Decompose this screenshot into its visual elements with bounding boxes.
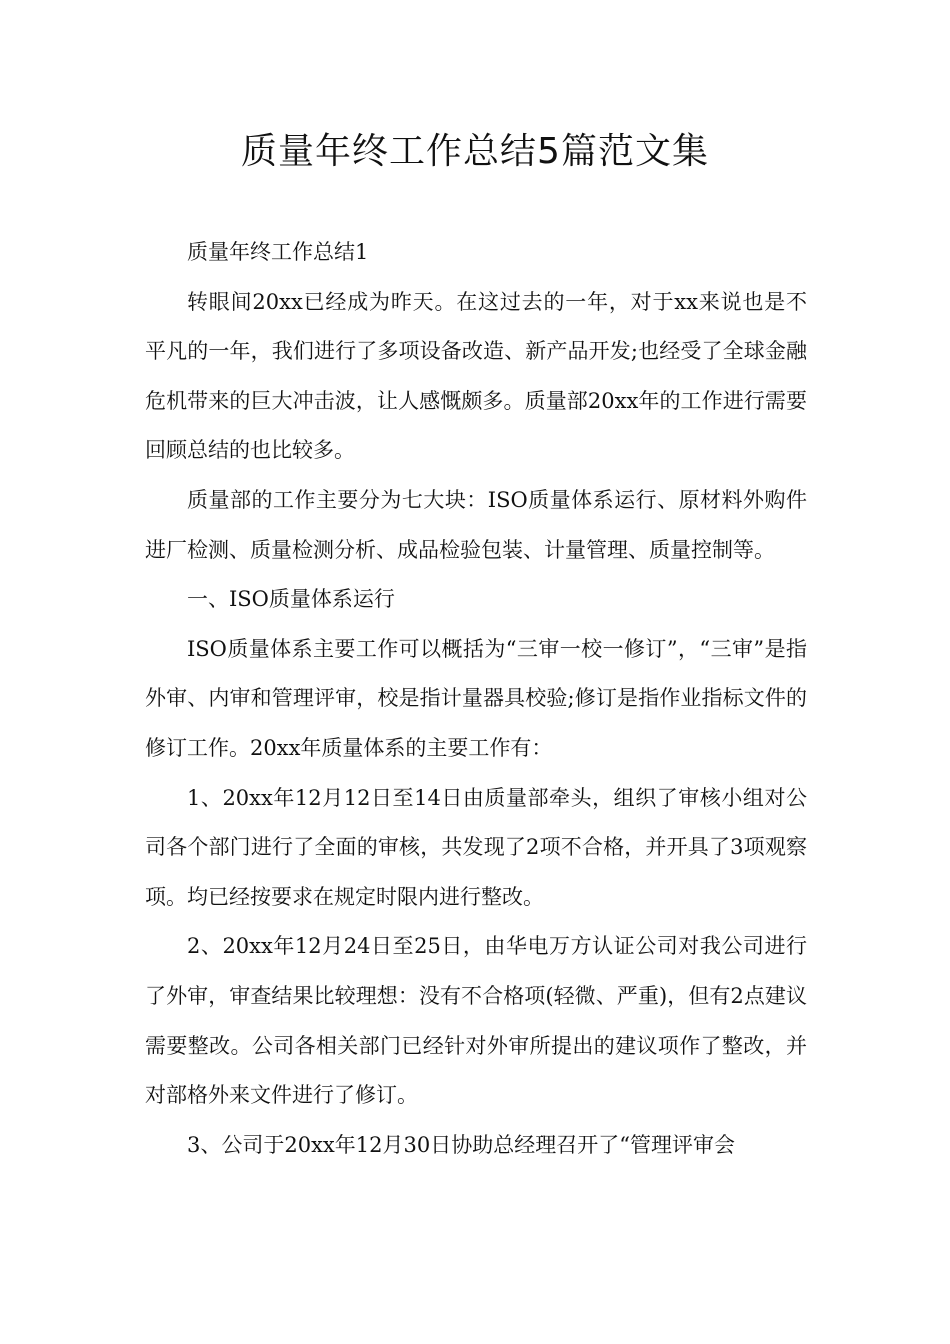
paragraph-item-2: 2、20xx年12月24日至25日，由华电万方认证公司对我公司进行了外审，审查结果比较理想：没有不合格项(轻微、严重)，但有2点建议需要整改。公司各相关部门已经针对外审所提出的建议项作了整改，并对部格外来文件进行了修订。: [145, 934, 807, 1108]
paragraph-section-heading: 质量年终工作总结1: [187, 240, 369, 264]
document-body: [145, 228, 807, 1170]
document-title: 质量年终工作总结5篇范文集: [241, 131, 709, 172]
paragraph-item-1: 1、20xx年12月12日至14日由质量部牵头，组织了审核小组对公司各个部门进行了全面的审核，共发现了2项不合格，并开具了3项观察项。均已经按要求在规定时限内进行整改。: [145, 785, 807, 909]
paragraph-intro: 转眼间20xx已经成为昨天。在这过去的一年，对于xx来说也是不平凡的一年，我们进行了多项设备改造、新产品开发;也经受了全球金融危机带来的巨大冲击波，让人感慨颇多。质量部20xx年的工作进行需要回顾总结的也比较多。: [145, 289, 807, 463]
paragraph-work-overview: 质量部的工作主要分为七大块：ISO质量体系运行、原材料外购件进厂检测、质量检测分析、成品检验包装、计量管理、质量控制等。: [145, 487, 807, 562]
paragraph-subheading-iso: 一、ISO质量体系运行: [187, 587, 395, 612]
paragraph-item-3: 3、公司于20xx年12月30日协助总经理召开了“管理评审会: [187, 1132, 735, 1157]
paragraph-iso-summary: ISO质量体系主要工作可以概括为“三审一校一修订”，“三审”是指外审、内审和管理评审，校是指计量器具校验;修订是指作业指标文件的修订工作。20xx年质量体系的主要工作有：: [145, 636, 807, 760]
